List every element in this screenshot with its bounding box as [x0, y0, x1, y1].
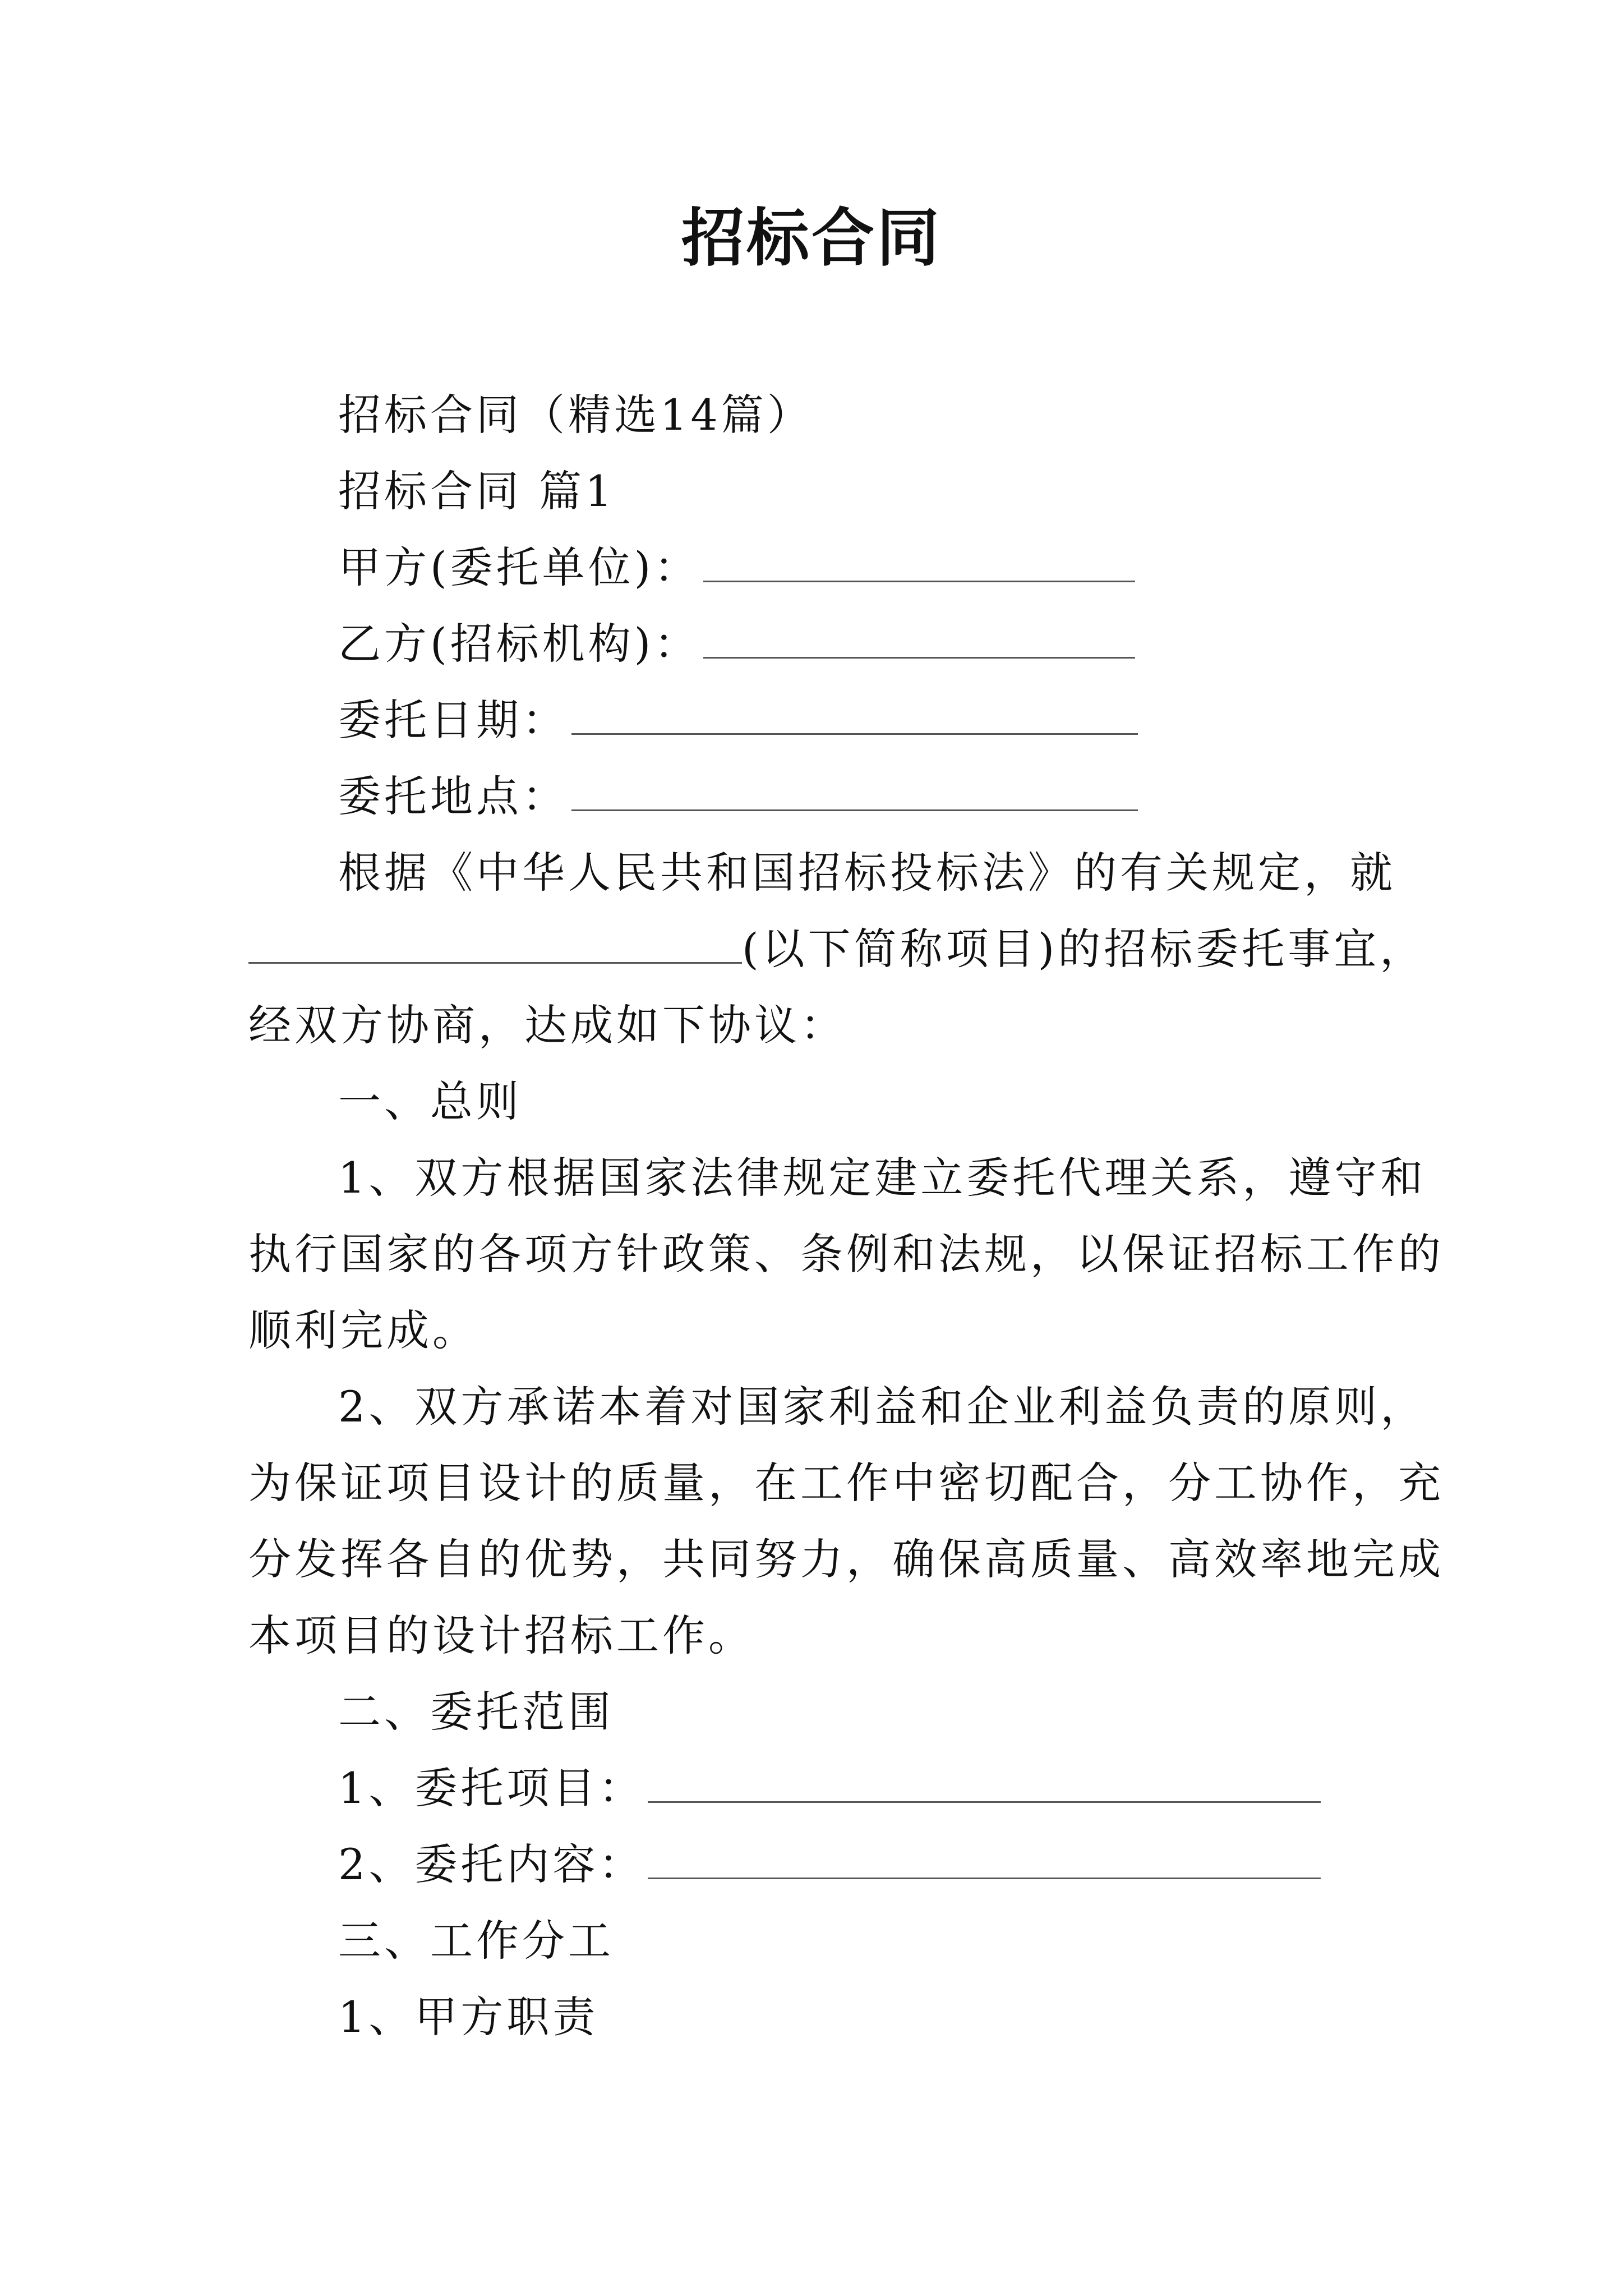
paragraph-line: 2、双方承诺本着对国家利益和企业利益负责的原则，: [338, 1382, 1427, 1432]
subtitle: 招标合同（精选14篇）: [338, 390, 813, 440]
party-a-label: 甲方(委托单位)：: [338, 542, 700, 592]
party-b-blank[interactable]: [703, 618, 1135, 659]
party-a-line: [338, 540, 1135, 596]
document-title: 招标合同: [681, 201, 942, 275]
place-line: [338, 769, 1138, 825]
party-b-label: 乙方(招标机构)：: [338, 619, 700, 669]
party-a-blank[interactable]: [703, 541, 1135, 582]
scope-content-label: 2、委托内容：: [338, 1839, 645, 1889]
paragraph-line: 执行国家的各项方针政策、条例和法规，以保证招标工作的: [248, 1229, 1444, 1279]
paragraph-line: 本项目的设计招标工作。: [248, 1611, 754, 1660]
paragraph-line: 根据《中华人民共和国招标投标法》的有关规定，就: [338, 848, 1396, 898]
date-label: 委托日期：: [338, 695, 568, 745]
date-blank[interactable]: [571, 694, 1138, 735]
scope-project-label: 1、委托项目：: [338, 1763, 645, 1813]
place-label: 委托地点：: [338, 771, 568, 821]
project-blank[interactable]: [248, 923, 742, 964]
paragraph-line: 为保证项目设计的质量，在工作中密切配合，分工协作，充: [248, 1458, 1444, 1508]
date-line: [338, 692, 1138, 748]
project-suffix: (以下简称项目)的招标委托事宜，: [742, 924, 1426, 974]
section-heading: 一、总则: [338, 1076, 522, 1126]
subsection-heading: 1、甲方职责: [338, 1992, 599, 2042]
scope-content-blank[interactable]: [648, 1838, 1321, 1879]
paragraph-line: 顺利完成。: [248, 1305, 478, 1355]
paragraph-line: 分发挥各自的优势，共同努力，确保高质量、高效率地完成: [248, 1534, 1444, 1584]
place-blank[interactable]: [571, 770, 1138, 811]
scope-project-line: [338, 1760, 1321, 1816]
section-heading: 二、委托范围: [338, 1687, 614, 1737]
party-b-line: [338, 616, 1135, 672]
section-heading: 招标合同 篇1: [338, 466, 616, 516]
project-line: [248, 921, 1426, 977]
scope-content-line: [338, 1837, 1321, 1893]
paragraph-line: 1、双方根据国家法律规定建立委托代理关系，遵守和: [338, 1153, 1427, 1203]
paragraph-line: 经双方协商，达成如下协议：: [248, 1000, 846, 1050]
section-heading: 三、工作分工: [338, 1916, 614, 1966]
scope-project-blank[interactable]: [648, 1762, 1321, 1803]
